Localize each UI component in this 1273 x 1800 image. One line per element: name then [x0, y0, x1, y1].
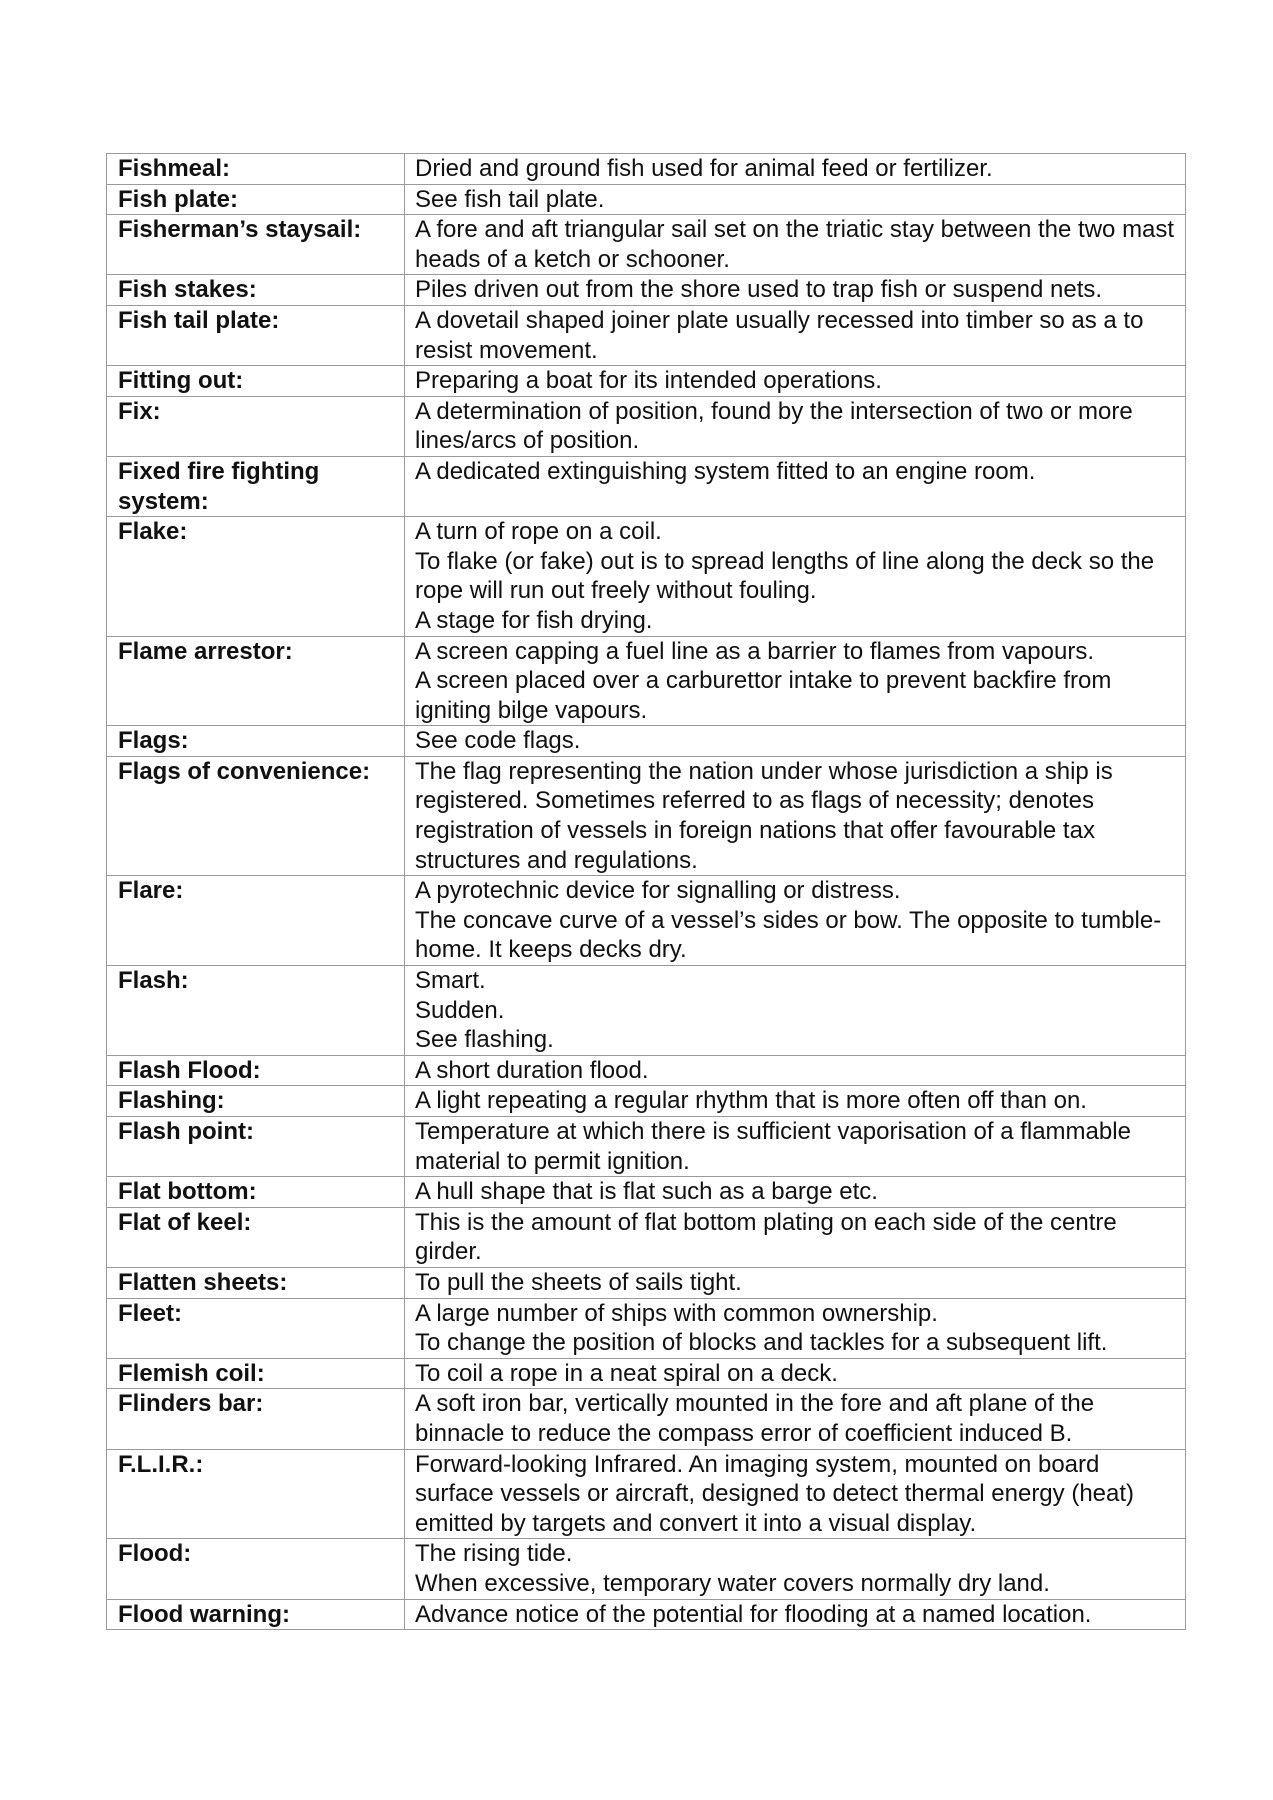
glossary-body: [107, 154, 1186, 1630]
definition-line: A determination of position, found by the intersection of two or more lines/arcs of position.: [415, 397, 1133, 455]
glossary-definition: [405, 1086, 1186, 1117]
glossary-definition: [405, 636, 1186, 726]
definition-line: To change the position of blocks and tackles for a subsequent lift.: [415, 1329, 1108, 1357]
glossary-row: [107, 1055, 1186, 1086]
glossary-row: [107, 1539, 1186, 1599]
definition-line: A short duration flood.: [415, 1056, 649, 1084]
definition-line: A screen placed over a carburettor intake to prevent backfire from igniting bilge vapours.: [415, 667, 1112, 724]
definition-line: A soft iron bar, vertically mounted in the fore and aft plane of the binnacle to reduce the compass error of coefficient induced B.: [415, 1390, 1095, 1447]
glossary-definition: [405, 1117, 1186, 1177]
definition-line: To flake (or fake) out is to spread lengths of line along the deck so the rope will run out freely without fouling.: [415, 547, 1155, 605]
definition-line: When excessive, temporary water covers normally dry land.: [415, 1569, 1050, 1597]
glossary-term: Flat of keel:: [107, 1207, 405, 1267]
glossary-term: Flood:: [107, 1539, 405, 1599]
glossary-row: [107, 1449, 1186, 1539]
glossary-term: Fish plate:: [107, 184, 405, 215]
glossary-term: F.L.I.R.:: [107, 1449, 405, 1539]
definition-line: A hull shape that is flat such as a barge etc.: [415, 1178, 878, 1206]
definition-line: To pull the sheets of sails tight.: [415, 1268, 742, 1296]
glossary-definition: [405, 1599, 1186, 1630]
definition-line: A screen capping a fuel line as a barrier to flames from vapours.: [415, 637, 1095, 665]
glossary-row: [107, 966, 1186, 1056]
glossary-row: [107, 517, 1186, 636]
definition-line: A light repeating a regular rhythm that is more often off than on.: [415, 1087, 1087, 1115]
glossary-row: [107, 1207, 1186, 1267]
definition-line: See code flags.: [415, 727, 581, 755]
glossary-definition: [405, 1055, 1186, 1086]
glossary-table: [106, 153, 1186, 1630]
definition-line: A pyrotechnic device for signalling or distress.: [415, 877, 901, 905]
definition-line: A large number of ships with common ownership.: [415, 1299, 938, 1327]
glossary-row: [107, 756, 1186, 875]
glossary-row: [107, 184, 1186, 215]
definition-line: Sudden.: [415, 996, 505, 1024]
definition-line: This is the amount of flat bottom plating on each side of the centre girder.: [415, 1208, 1117, 1266]
definition-line: The flag representing the nation under whose jurisdiction a ship is registered. Sometimes referred to as flags of necessity; denotes registration of vessels in foreign nations that offer favourable tax structures and regulations.: [415, 757, 1113, 874]
glossary-definition: [405, 966, 1186, 1056]
definition-line: Preparing a boat for its intended operations.: [415, 367, 882, 395]
glossary-term: Flags of convenience:: [107, 756, 405, 875]
glossary-row: [107, 275, 1186, 306]
glossary-definition: [405, 215, 1186, 275]
definition-line: See flashing.: [415, 1026, 554, 1054]
glossary-term: Flat bottom:: [107, 1177, 405, 1208]
definition-line: The concave curve of a vessel’s sides or bow. The opposite to tumble-home. It keeps decks dry.: [415, 906, 1162, 964]
glossary-term: Flash point:: [107, 1117, 405, 1177]
glossary-row: [107, 726, 1186, 757]
glossary-row: [107, 1358, 1186, 1389]
glossary-definition: [405, 275, 1186, 306]
glossary-term: Fish tail plate:: [107, 305, 405, 365]
glossary-definition: [405, 1389, 1186, 1449]
glossary-term: Flare:: [107, 876, 405, 966]
glossary-term: Fisherman’s staysail:: [107, 215, 405, 275]
definition-line: A dedicated extinguishing system fitted to an engine room.: [415, 457, 1036, 485]
glossary-definition: [405, 1207, 1186, 1267]
definition-line: Dried and ground fish used for animal feed or fertilizer.: [415, 155, 993, 182]
glossary-row: [107, 215, 1186, 275]
glossary-row: [107, 1599, 1186, 1630]
definition-line: Smart.: [415, 967, 486, 995]
glossary-definition: [405, 756, 1186, 875]
glossary-term: Fish stakes:: [107, 275, 405, 306]
glossary-row: [107, 305, 1186, 365]
glossary-row: [107, 1389, 1186, 1449]
glossary-definition: [405, 1267, 1186, 1298]
glossary-definition: [405, 1539, 1186, 1599]
glossary-term: Fleet:: [107, 1298, 405, 1358]
glossary-definition: [405, 726, 1186, 757]
glossary-definition: [405, 366, 1186, 397]
glossary-term: Flash Flood:: [107, 1055, 405, 1086]
glossary-row: [107, 1177, 1186, 1208]
glossary-row: [107, 1086, 1186, 1117]
glossary-row: [107, 366, 1186, 397]
glossary-term: Flashing:: [107, 1086, 405, 1117]
glossary-row: [107, 636, 1186, 726]
definition-line: A fore and aft triangular sail set on the triatic stay between the two mast heads of a ketch or schooner.: [415, 216, 1175, 273]
glossary-row: [107, 154, 1186, 185]
glossary-term: Fix:: [107, 396, 405, 456]
glossary-definition: [405, 396, 1186, 456]
glossary-row: [107, 1298, 1186, 1358]
glossary-definition: [405, 305, 1186, 365]
glossary-term: Flash:: [107, 966, 405, 1056]
glossary-term: Flinders bar:: [107, 1389, 405, 1449]
glossary-definition: [405, 517, 1186, 636]
glossary-term: Fixed fire fighting system:: [107, 456, 405, 516]
glossary-row: [107, 1267, 1186, 1298]
glossary-definition: [405, 1358, 1186, 1389]
glossary-definition: [405, 876, 1186, 966]
glossary-term: Flood warning:: [107, 1599, 405, 1630]
glossary-definition: [405, 456, 1186, 516]
glossary-definition: [405, 184, 1186, 215]
glossary-term: Flatten sheets:: [107, 1267, 405, 1298]
definition-line: Piles driven out from the shore used to trap fish or suspend nets.: [415, 276, 1103, 304]
definition-line: A dovetail shaped joiner plate usually recessed into timber so as a to resist movement.: [415, 306, 1144, 364]
glossary-definition: [405, 154, 1186, 185]
definition-line: Temperature at which there is sufficient vaporisation of a flammable material to permit ignition.: [415, 1118, 1131, 1175]
glossary-definition: [405, 1449, 1186, 1539]
glossary-definition: [405, 1177, 1186, 1208]
definition-line: A turn of rope on a coil.: [415, 518, 662, 546]
definition-line: To coil a rope in a neat spiral on a deck.: [415, 1359, 838, 1387]
definition-line: See fish tail plate.: [415, 185, 605, 213]
glossary-row: [107, 456, 1186, 516]
glossary-term: Fitting out:: [107, 366, 405, 397]
glossary-definition: [405, 1298, 1186, 1358]
glossary-row: [107, 1117, 1186, 1177]
definition-line: A stage for fish drying.: [415, 606, 653, 634]
definition-line: The rising tide.: [415, 1540, 573, 1568]
glossary-term: Flake:: [107, 517, 405, 636]
definition-line: Forward-looking Infrared. An imaging system, mounted on board surface vessels or aircraft, designed to detect thermal energy (heat) emitted by targets and convert it into a visual display.: [415, 1450, 1135, 1537]
glossary-term: Fishmeal:: [107, 154, 405, 185]
glossary-row: [107, 876, 1186, 966]
glossary-term: Flemish coil:: [107, 1358, 405, 1389]
definition-line: Advance notice of the potential for flooding at a named location.: [415, 1600, 1092, 1628]
glossary-term: Flame arrestor:: [107, 636, 405, 726]
glossary-row: [107, 396, 1186, 456]
glossary-term: Flags:: [107, 726, 405, 757]
